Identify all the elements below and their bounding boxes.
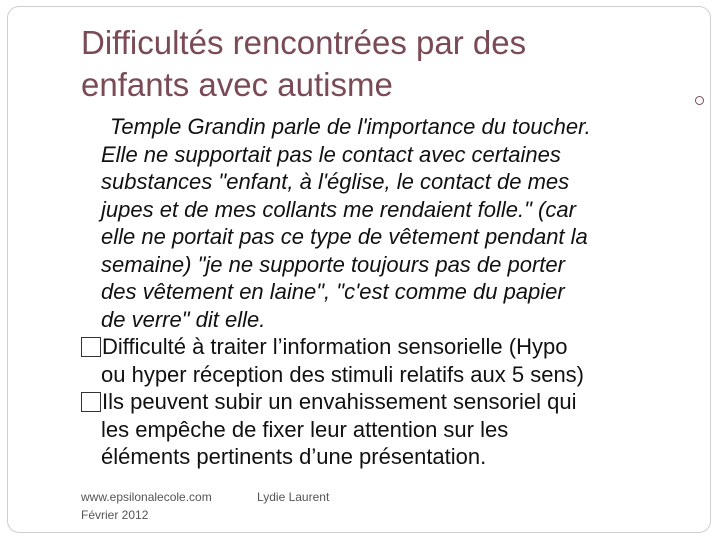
square-bullet-icon	[81, 337, 101, 357]
quote-line: de verre" dit elle.	[101, 306, 266, 332]
square-bullet-icon	[81, 392, 101, 412]
title-line-2: enfants avec autisme	[81, 66, 393, 103]
bullet-first-line	[81, 333, 701, 361]
bullet-text: éléments pertinents d’une présentation.	[101, 444, 487, 469]
quote-line: des vêtement en laine", "c'est comme du papier	[101, 279, 565, 304]
quote-line: semaine) "je ne supporte toujours pas de porter	[101, 251, 565, 277]
title-line-1: Difficultés rencontrées par des	[81, 24, 527, 61]
bullet-text: Difficulté à traiter l’information sensorielle (Hypo	[102, 334, 568, 359]
circle-icon	[695, 96, 704, 105]
quote-line: substances "enfant, à l'église, le contact de mes	[101, 169, 570, 194]
bullet-text: ou hyper réception des stimuli relatifs aux 5 sens)	[101, 361, 585, 387]
slide-title	[81, 22, 681, 106]
quote-line: jupes et de mes collants me rendaient folle." (car	[101, 196, 576, 222]
bullet-text: Ils peuvent subir un envahissement sensoriel qui	[102, 389, 577, 414]
bullet-item-2	[81, 388, 701, 471]
quote-block	[101, 113, 701, 333]
footer-date: Février 2012	[81, 508, 149, 522]
bullet-text: les empêche de fixer leur attention sur les	[101, 416, 509, 442]
quote-line: elle ne portait pas ce type de vêtement pendant la	[101, 224, 588, 249]
footer-website: www.epsilonalecole.com	[81, 490, 212, 504]
bullet-first-line	[81, 388, 701, 416]
quote-line: Temple Grandin parle de l'importance du toucher.	[110, 114, 591, 139]
footer-author: Lydie Laurent	[257, 490, 330, 504]
bullet-item-1	[81, 333, 701, 388]
quote-line: Elle ne supportait pas le contact avec certaines	[101, 141, 561, 167]
